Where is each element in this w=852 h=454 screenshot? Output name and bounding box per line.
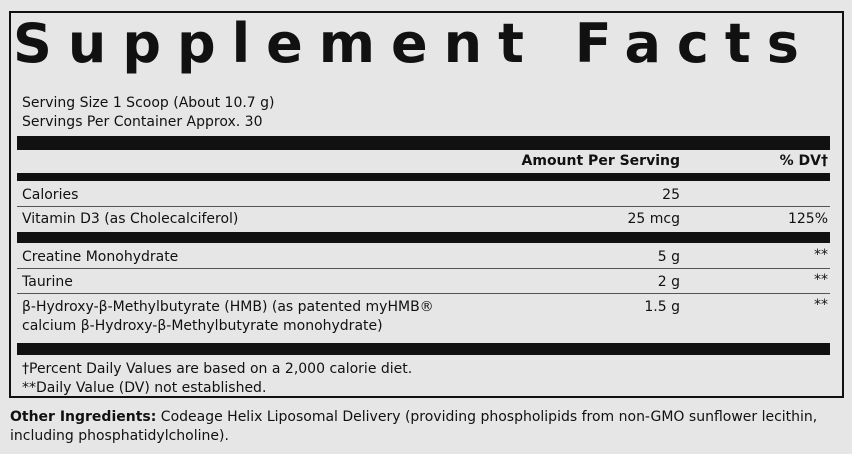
ingredient-name: Taurine — [22, 274, 73, 290]
nutrient-name: Vitamin D3 (as Cholecalciferol) — [22, 211, 239, 227]
amount-header: Amount Per Serving — [521, 153, 680, 169]
other-ingredients — [10, 408, 845, 446]
nutrient-amount: 25 mcg — [627, 211, 680, 227]
row-divider — [17, 293, 830, 294]
servings-per-container: Servings Per Container Approx. 30 — [22, 114, 263, 130]
ingredient-dv: ** — [814, 247, 828, 263]
panel-title: Supplement Facts — [13, 12, 815, 75]
ingredient-name: Creatine Monohydrate — [22, 249, 179, 265]
other-ingredients-label: Other Ingredients: — [10, 409, 157, 425]
row-divider — [17, 206, 830, 207]
ingredient-amount: 1.5 g — [644, 299, 680, 315]
footnote-dv-basis: †Percent Daily Values are based on a 2,000 calorie diet. — [22, 361, 413, 377]
section-divider — [17, 232, 830, 243]
footnote-dv-not-established: **Daily Value (DV) not established. — [22, 380, 267, 396]
nutrient-amount: 25 — [662, 187, 680, 203]
nutrient-name: Calories — [22, 187, 79, 203]
ingredient-amount: 5 g — [657, 249, 680, 265]
thick-divider — [17, 136, 830, 150]
ingredient-name: β-Hydroxy-β-Methylbutyrate (HMB) (as patented myHMB® — [22, 299, 434, 315]
other-ingredients-text: Codeage Helix Liposomal Delivery (providing phospholipids from non-GMO sunflower lecithin, including phosphatidylcholine). — [10, 409, 818, 444]
footer-divider — [17, 343, 830, 355]
ingredient-dv: ** — [814, 297, 828, 313]
dv-header: % DV† — [779, 153, 828, 169]
row-divider — [17, 268, 830, 269]
serving-size: Serving Size 1 Scoop (About 10.7 g) — [22, 95, 275, 111]
header-divider — [17, 173, 830, 181]
ingredient-amount: 2 g — [657, 274, 680, 290]
ingredient-name-continued: calcium β-Hydroxy-β-Methylbutyrate monohydrate) — [22, 318, 383, 334]
ingredient-dv: ** — [814, 272, 828, 288]
nutrient-dv: 125% — [787, 211, 828, 227]
